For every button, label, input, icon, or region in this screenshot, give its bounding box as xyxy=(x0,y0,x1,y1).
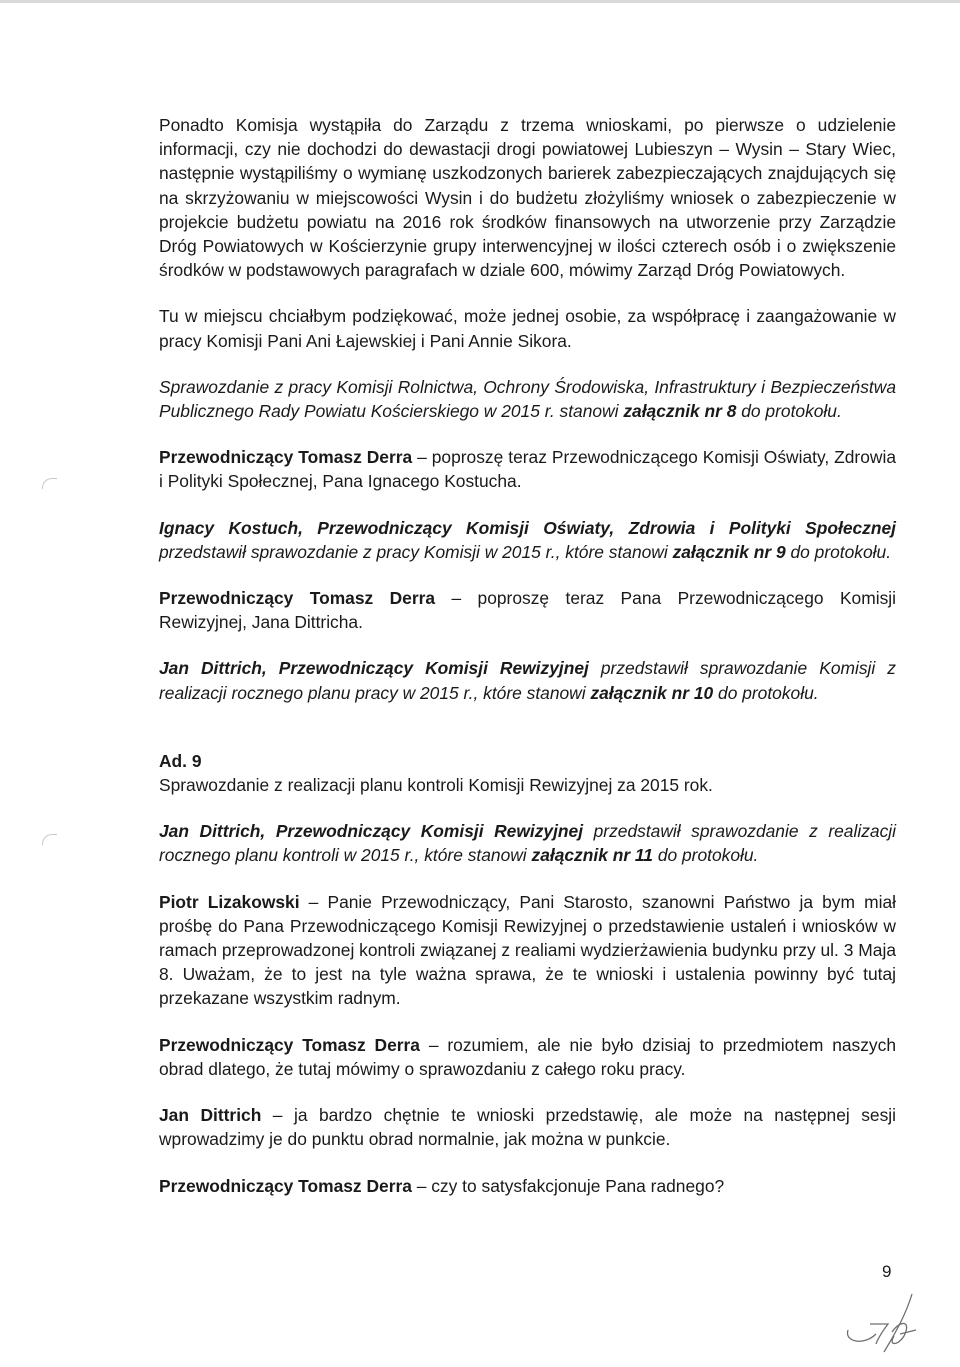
speech-text: – rozumiem, ale nie było dzisiaj to przedmiotem naszych obrad dlatego, że tutaj mówimy o sprawozdaniu z całego roku pracy. xyxy=(159,1034,896,1079)
speech-text: przedstawił sprawozdanie Komisji z realizacji rocznego planu pracy w 2015 r., które stanowi xyxy=(159,658,896,703)
paragraph-chair-request-1 xyxy=(159,445,896,493)
paragraph-commission-motions xyxy=(159,113,896,282)
speaker-name: Przewodniczący Tomasz Derra xyxy=(159,1034,420,1055)
page-number: 9 xyxy=(882,1262,892,1281)
attachment-tail: do protokołu. xyxy=(785,541,892,562)
agenda-subject-text: Sprawozdanie z realizacji planu kontroli Komisji Rewizyjnej za 2015 rok. xyxy=(159,775,713,796)
speech-text: – czy to satysfakcjonuje Pana radnego? xyxy=(411,1175,725,1196)
scan-top-edge xyxy=(0,0,960,3)
agenda-heading xyxy=(159,749,896,773)
paragraph-lizakowski xyxy=(159,890,896,1011)
handwritten-initials-icon xyxy=(842,1290,926,1354)
agenda-subject xyxy=(159,773,896,797)
attachment-tail: do protokołu. xyxy=(713,682,819,703)
speech-text: – ja bardzo chętnie te wnioski przedstawię, ale może na następnej sesji wprowadzimy je do punktu obrad normalnie, jak można w punkcie. xyxy=(159,1105,896,1150)
scan-margin-mark xyxy=(42,834,57,845)
attachment-tail: do protokołu. xyxy=(652,845,759,866)
attachment-ref: załącznik nr 10 xyxy=(590,682,714,703)
attachment-tail: do protokołu. xyxy=(736,401,842,422)
paragraph-dittrich-control-report xyxy=(159,819,896,867)
attachment-ref: załącznik nr 11 xyxy=(531,845,653,866)
speech-text: – poproszę teraz Pana Przewodniczącego Komisji Rewizyjnej, Jana Dittricha. xyxy=(159,588,897,633)
paragraph-dittrich-report xyxy=(159,656,896,704)
speech-text: – poproszę teraz Przewodniczącego Komisji Oświaty, Zdrowia i Polityki Społecznej, Pana Ignacego Kostucha. xyxy=(159,447,896,492)
report-title: Sprawozdanie z pracy Komisji Rolnictwa, Ochrony Środowiska, Infrastruktury i Bezpieczeństwa Publicznego Rady Powiatu Kościerskiego w 2015 r. stanowi xyxy=(159,376,896,422)
paragraph-dittrich-reply xyxy=(159,1103,896,1151)
paragraph-chair-request-2 xyxy=(159,586,896,634)
paragraph-thanks xyxy=(159,304,896,352)
speaker-name: Przewodniczący Tomasz Derra xyxy=(159,447,413,468)
paragraph-kostuch-report xyxy=(159,516,896,564)
paragraph-chair-reply xyxy=(159,1033,896,1081)
paragraph-report-agriculture xyxy=(159,375,896,423)
speaker-name: Przewodniczący Tomasz Derra xyxy=(159,588,436,609)
attachment-ref: załącznik nr 8 xyxy=(623,401,737,422)
document-body xyxy=(159,113,896,1220)
speaker-name: Przewodniczący Tomasz Derra xyxy=(159,1175,412,1196)
speaker-name: Jan Dittrich, Przewodniczący Komisji Rewizyjnej xyxy=(159,821,584,842)
attachment-ref: załącznik nr 9 xyxy=(672,541,786,562)
speech-text: – Panie Przewodniczący, Pani Starosto, szanowni Państwo ja bym miał prośbę do Pana Przewodniczącego Komisji Rewizyjnej o przedstawienie ustaleń i wniosków w ramach przeprowadzonej kontroli związanej z realiami wydzierżawienia budynku przy ul. 3 Maja 8. Uważam, że to jest na tyle ważna sprawa, że te wnioski i ustalenia powinny być tutaj przekazane wszystkim radnym. xyxy=(159,891,896,1009)
speaker-name: Piotr Lizakowski xyxy=(159,891,300,912)
paragraph-text: Tu w miejscu chciałbym podziękować, może jednej osobie, za współpracę i zaangażowanie w pracy Komisji Pani Ani Łajewskiej i Pani Annie Sikora. xyxy=(159,306,896,351)
agenda-number: Ad. 9 xyxy=(159,750,202,771)
speech-text: przedstawił sprawozdanie z pracy Komisji w 2015 r., które stanowi xyxy=(159,541,673,562)
speaker-name: Jan Dittrich xyxy=(159,1105,262,1126)
speaker-name: Ignacy Kostuch, Przewodniczący Komisji Oświaty, Zdrowia i Polityki Społecznej xyxy=(159,517,896,538)
speaker-name: Jan Dittrich, Przewodniczący Komisji Rewizyjnej xyxy=(159,658,589,679)
paragraph-text: Ponadto Komisja wystąpiła do Zarządu z trzema wnioskami, po pierwsze o udzielenie informacji, czy nie dochodzi do dewastacji drogi powiatowej Lubieszyn – Wysin – Stary Wiec, następnie wystąpiliśmy o wymianę uszkodzonych barierek zabezpieczających znajdujących się na skrzyżowaniu w miejscowości Wysin i do budżetu złożyliśmy wniosek o zabezpieczenie w projekcie budżetu powiatu na 2016 rok środków finansowych na utworzenie przy Zarządzie Dróg Powiatowych w Kościerzynie grupy interwencyjnej w ilości czterech osób i o zwiększenie środków w podstawowych paragrafach w dziale 600, mówimy Zarząd Dróg Powiatowych. xyxy=(159,115,896,281)
paragraph-chair-question xyxy=(159,1174,896,1198)
speech-text: przedstawił sprawozdanie z realizacji rocznego planu kontroli w 2015 r., które stanowi xyxy=(159,821,896,866)
scan-margin-mark xyxy=(42,478,57,489)
